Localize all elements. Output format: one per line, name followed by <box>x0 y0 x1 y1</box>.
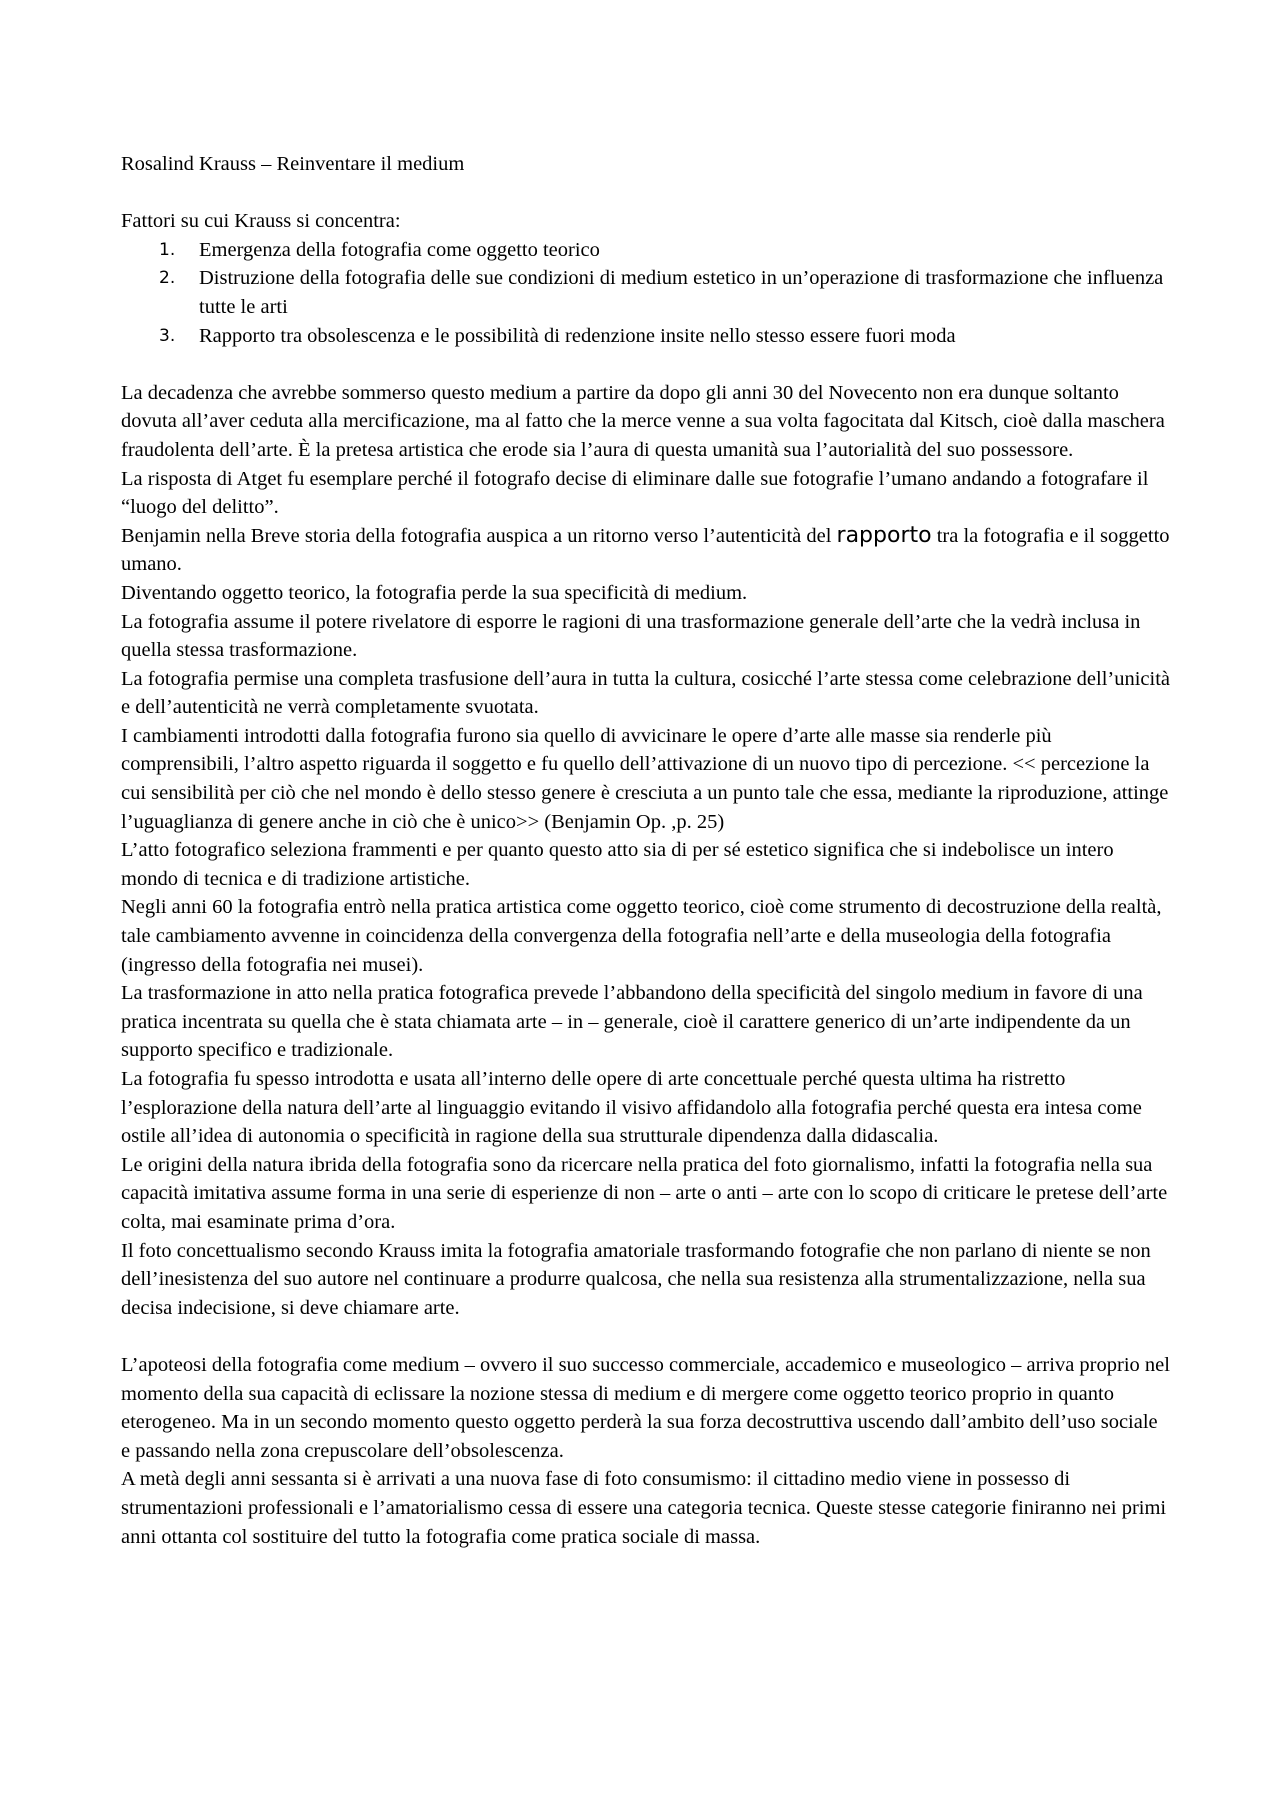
paragraph: I cambiamenti introdotti dalla fotografia furono sia quello di avvicinare le opere d’arte alle masse sia renderle più comprensibili, l’altro aspetto riguarda il soggetto e fu quello dell’attivazione di un nuovo tipo di percezione. << percezione la cui sensibilità per ciò che nel mondo è dello stesso genere è cresciuta a un punto tale che essa, mediante la riproduzione, attinge l’uguaglianza di genere anche in ciò che è unico>> (Benjamin Op. ,p. 25) <box>121 724 1169 833</box>
blank-line <box>121 179 1171 208</box>
document-body <box>121 150 1171 1551</box>
paragraph: L’apoteosi della fotografia come medium – ovvero il suo successo commerciale, accademico e museologico – arriva proprio nel momento della sua capacità di eclissare la nozione stessa di medium e di mergere come oggetto teorico proprio in quanto eterogeneo. Ma in un secondo momento questo oggetto perderà la sua forza decostruttiva uscendo dall’ambito dell’uso sociale e passando nella zona crepuscolare dell’obsolescenza. <box>121 1353 1170 1462</box>
benjamin-text-end: tra la fotografia e il soggetto umano. <box>121 524 1170 576</box>
paragraph: La risposta di Atget fu esemplare perché il fotografo decise di eliminare dalle sue fotografie l’umano andando a fotografare il “luogo del delitto”. <box>121 467 1149 519</box>
list-number: 2. <box>159 268 176 289</box>
document-title: Rosalind Krauss – Reinventare il medium <box>121 153 465 175</box>
paragraph: Le origini della natura ibrida della fotografia sono da ricercare nella pratica del foto giornalismo, infatti la fotografia nella sua capacità imitativa assume forma in una serie di esperienze di non – arte o anti – arte con lo scopo di criticare le pretese dell’arte colta, mai esaminate prima d’ora. <box>121 1153 1168 1233</box>
paragraph: L’atto fotografico seleziona frammenti e per quanto questo atto sia di per sé estetico significa che si indebolisce un intero mondo di tecnica e di tradizione artistiche. <box>121 839 1114 890</box>
paragraph: La fotografia permise una completa trasfusione dell’aura in tutta la cultura, cosicché l’arte stessa come celebrazione dell’unicità e dell’autenticità ne verrà completamente svuotata. <box>121 667 1171 719</box>
paragraph-benjamin <box>121 522 1171 579</box>
list-number: 1. <box>159 239 176 260</box>
list-item <box>121 236 1171 265</box>
paragraph: La fotografia assume il potere rivelatore di esporre le ragioni di una trasformazione generale dell’arte che la vedrà inclusa in quella stessa trasformazione. <box>121 610 1141 662</box>
emphasized-word: rapporto <box>836 522 932 548</box>
list-item-text: Distruzione della fotografia delle sue condizioni di medium estetico in un’operazione di trasformazione che influenza tutte le arti <box>199 267 1164 318</box>
paragraph: La trasformazione in atto nella pratica fotografica prevede l’abbandono della specificità del singolo medium in favore di una pratica incentrata su quella che è stata chiamata arte – in – generale, cioè il carattere generico di un’arte indipendente da un supporto specifico e tradizionale. <box>121 982 1143 1062</box>
list-item-text: Emergenza della fotografia come oggetto teorico <box>199 238 600 261</box>
benjamin-text-start: Benjamin nella Breve storia della fotografia auspica a un ritorno verso l’autenticità del <box>121 524 837 547</box>
paragraph: La fotografia fu spesso introdotta e usata all’interno delle opere di arte concettuale perché questa ultima ha ristretto l’esplorazione della natura dell’arte al linguaggio evitando il visivo affidandolo alla fotografia perché questa era intesa come ostile all’idea di autonomia o specificità in ragione della sua strutturale dipendenza dalla didascalia. <box>121 1068 1142 1148</box>
paragraph: Negli anni 60 la fotografia entrò nella pratica artistica come oggetto teorico, cioè come strumento di decostruzione della realtà, tale cambiamento avvenne in coincidenza della convergenza della fotografia nell’arte e della museologia della fotografia (ingresso della fotografia nei musei). <box>121 896 1162 976</box>
factors-list <box>121 236 1171 350</box>
intro-line: Fattori su cui Krauss si concentra: <box>121 210 401 233</box>
blank-line <box>121 1322 1171 1351</box>
paragraph: A metà degli anni sessanta si è arrivati a una nuova fase di foto consumismo: il cittadino medio viene in possesso di strumentazioni professionali e l’amatorialismo cessa di essere una categoria tecnica. Queste stesse categorie finiranno nei primi anni ottanta col sostituire del tutto la fotografia come pratica sociale di massa. <box>121 1468 1167 1548</box>
paragraph: Diventando oggetto teorico, la fotografia perde la sua specificità di medium. <box>121 581 748 604</box>
paragraph: La decadenza che avrebbe sommerso questo medium a partire da dopo gli anni 30 del Novecento non era dunque soltanto dovuta all’aver ceduta alla mercificazione, ma al fatto che la merce venne a sua volta fagocitata dal Kitsch, cioè dalla maschera fraudolenta dell’arte. È la pretesa artistica che erode sia l’aura di questa umanità sua l’autorialità del suo possessore. <box>121 381 1165 461</box>
list-item-text: Rapporto tra obsolescenza e le possibilità di redenzione insite nello stesso essere fuori moda <box>199 324 956 347</box>
list-item <box>121 264 1171 321</box>
paragraph: Il foto concettualismo secondo Krauss imita la fotografia amatoriale trasformando fotografie che non parlano di niente se non dell’inesistenza del suo autore nel continuare a produrre qualcosa, che nella sua resistenza alla strumentalizzazione, nella sua decisa indecisione, si deve chiamare arte. <box>121 1239 1151 1319</box>
list-number: 3. <box>159 325 176 346</box>
blank-line <box>121 350 1171 379</box>
list-item <box>121 322 1171 351</box>
